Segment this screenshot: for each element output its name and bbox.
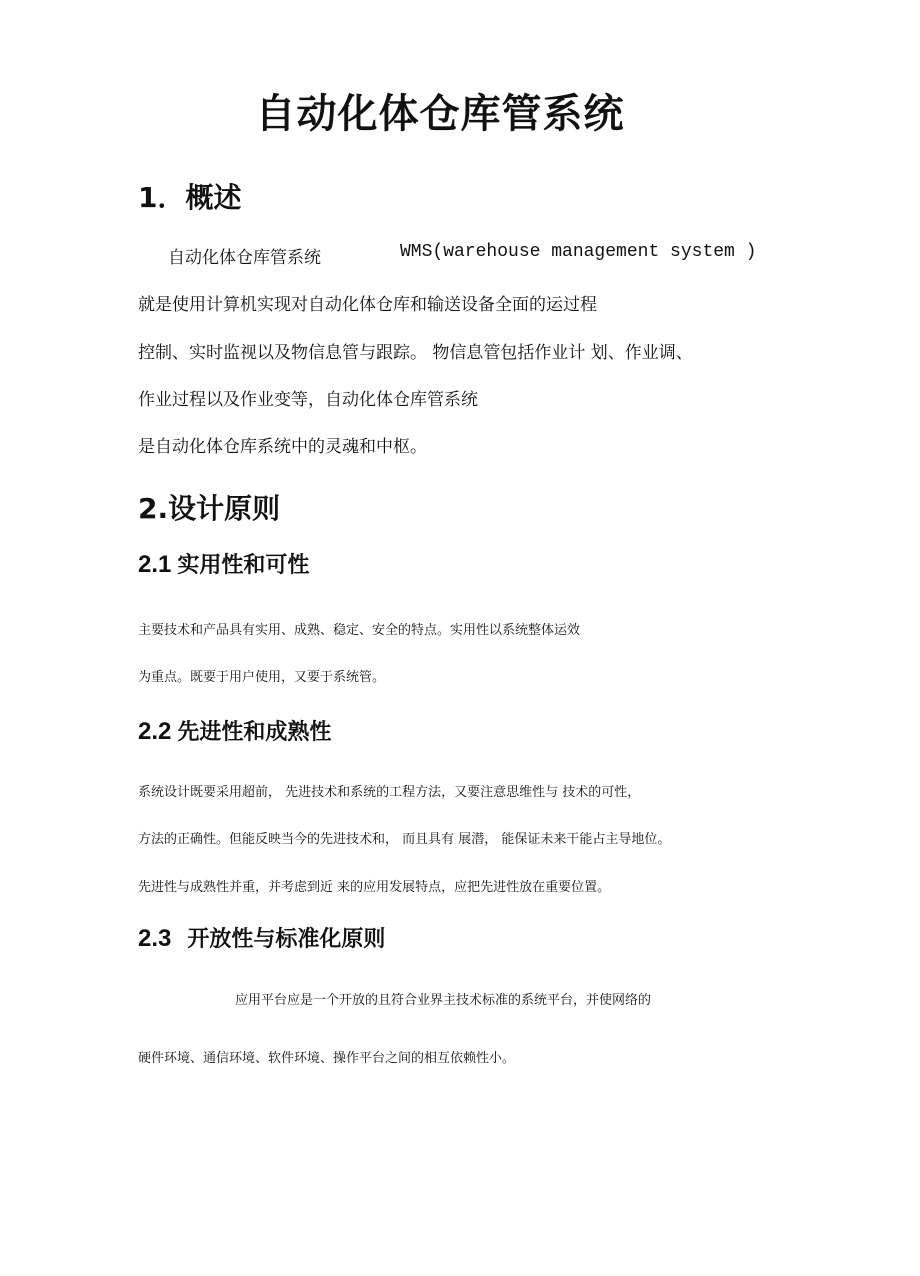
subsection-2-2-heading <box>138 715 331 746</box>
subsection-title: 开放性与标准化原则 <box>187 927 386 952</box>
subsection-title: 实用性和可性 <box>177 553 310 578</box>
subsection-title: 先进性和成熟性 <box>177 720 332 745</box>
subsection-number: 2.3 <box>138 925 172 952</box>
intro-chinese: 自动化体仓库管系统 <box>168 248 321 268</box>
document-title: 自动化体仓库管系统 <box>255 91 625 137</box>
subsection-2-3-heading <box>138 922 385 953</box>
subsection-number: 2.1 <box>138 551 172 578</box>
sub2-line-2: 方法的正确性。但能反映当今的先进技术和， 而且具有 展潜， 能保证未来干能占主导地位。 <box>138 832 671 847</box>
sub2-line-1: 系统设计既要采用超前， 先进技术和系统的工程方法，又要注意思维性与 技术的可性， <box>138 785 641 800</box>
sub3-line-1: 应用平台应是一个开放的且符合业界主技术标准的系统平台，并使网络的 <box>235 993 652 1008</box>
overview-line-4: 是自动化体仓库系统中的灵魂和中枢。 <box>138 437 427 457</box>
intro-english: WMS(warehouse management system ) <box>400 242 757 262</box>
sub1-line-2: 为重点。既要于用户使用，又要于系统管。 <box>138 670 386 685</box>
overview-line-3: 作业过程以及作业变等，自动化体仓库管系统 <box>138 390 478 410</box>
subsection-2-1-heading <box>138 548 309 579</box>
subsection-number: 2.2 <box>138 718 172 745</box>
sub2-line-3: 先进性与成熟性并重，并考虑到近 来的应用发展特点，应把先进性放在重要位置。 <box>138 880 611 895</box>
sub3-line-2: 硬件环境、通信环境、软件环境、操作平台之间的相互依赖性小。 <box>138 1051 516 1066</box>
overview-line-2: 控制、实时监视以及物信息管与跟踪。 物信息管包括作业计 划、作业调、 <box>138 343 693 363</box>
section-1-heading: 1．概述 <box>138 181 242 214</box>
sub1-line-1: 主要技术和产品具有实用、成熟、稳定、安全的特点。实用性以系统整体运效 <box>138 623 581 638</box>
section-2-heading: 2.设计原则 <box>138 492 281 525</box>
overview-line-1: 就是使用计算机实现对自动化体仓库和输送设备全面的运过程 <box>138 295 597 315</box>
